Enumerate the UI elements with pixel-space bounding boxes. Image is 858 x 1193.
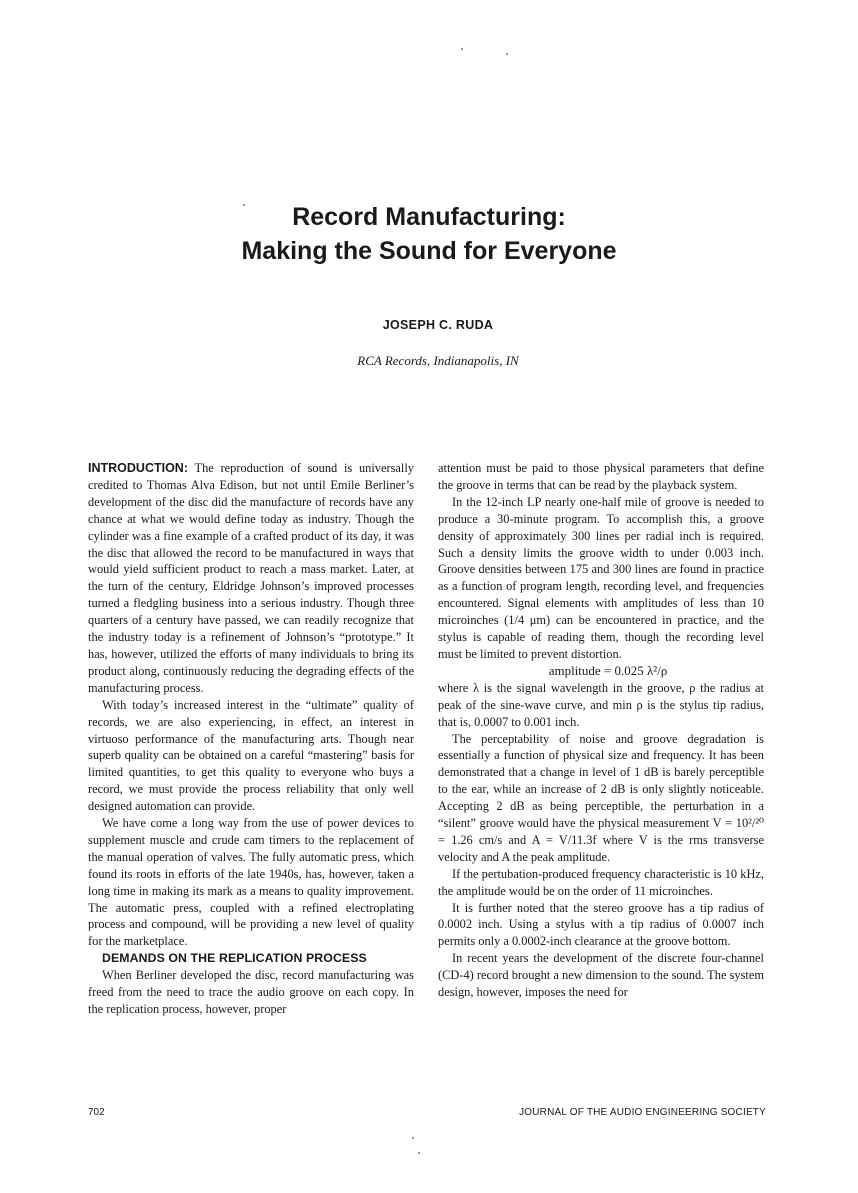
right-column: [438, 460, 764, 1001]
author-name: JOSEPH C. RUDA: [382, 318, 494, 332]
author-affiliation: RCA Records, Indianapolis, IN: [357, 353, 519, 368]
scan-speck: [461, 48, 463, 50]
body-paragraph: If the pertubation-produced frequency characteristic is 10 kHz, the amplitude would be on the order of 11 microinches.: [438, 866, 764, 898]
body-paragraph: It is further noted that the stereo groove has a tip radius of 0.0002 inch. Using a stylus with a tip radius of 0.0007 inch permits only a 0.0002-inch clearance at the groove bottom.: [438, 900, 764, 949]
title-line-2: Making the Sound for Everyone: [241, 237, 617, 265]
body-paragraph: attention must be paid to those physical parameters that define the groove in terms that can be read by the playback system.: [438, 461, 764, 492]
body-paragraph: The perceptability of noise and groove degradation is essentially a function of physical size and frequency. It has been demonstrated that a change in level of 1 dB is barely perceptible to the ear, while an increase of 2 dB is only slightly noticeable. Accepting 2 dB as being perceptible, the perturbation in a “silent” groove would have the physical measurement V = 10²/²⁰ = 1.26 cm/s and A = V/11.3f where V is the rms transverse velocity and A the peak amplitude.: [438, 731, 764, 864]
intro-paragraph: [88, 460, 414, 697]
body-paragraph: When Berliner developed the disc, record manufacturing was freed from the need to trace the audio groove on each copy. In the replication process, however, proper: [88, 968, 414, 1016]
journal-name: JOURNAL OF THE AUDIO ENGINEERING SOCIETY: [519, 1107, 766, 1118]
scan-speck: [506, 53, 508, 55]
article-title: [0, 200, 858, 268]
body-paragraph: In recent years the development of the discrete four-channel (CD-4) record brought a new dimension to the sound. The system design, however, imposes the need for: [438, 951, 764, 1000]
scan-speck: [412, 1137, 414, 1139]
body-paragraph: where λ is the signal wavelength in the groove, ρ the radius at peak of the sine-wave curve, and min ρ is the stylus tip radius, that is, 0.0007 to 0.001 inch.: [438, 680, 764, 729]
intro-text: The reproduction of sound is universally credited to Thomas Alva Edison, but not until Emile Berliner’s development of the disc did the manufacture of records have any chance at what we would define today as industry. Though the cylinder was a fine example of a crafted product of its day, it was the disc that allowed the record to be manufactured in ways that would yield sufficient product to reach a mass market. Later, at the turn of the century, Eldridge Johnson’s improved processes turned a fledgling business into a serious industry. Though three quarters of a century have passed, we can readily recognize that the industry today is a refinement of Johnson’s “prototype.” It has, however, utilized the efforts of many individuals to bring its product along, continuously reducing the degrading effects of the manufacturing process.: [88, 461, 414, 695]
title-line-1: Record Manufacturing:: [292, 203, 566, 231]
intro-label: INTRODUCTION:: [88, 461, 188, 475]
body-paragraph: We have come a long way from the use of power devices to supplement muscle and crude cam timers to the replacement of the manual operation of valves. The fully automatic press, which found its roots in efforts of the late 1940s, has, however, taken a long time in making its mark as a means to quality improvement. The automatic press, coupled with a refined electroplating process and compound, will be providing a new level of quality for the marketplace.: [88, 816, 414, 949]
body-paragraph: With today’s increased interest in the “ultimate” quality of records, we are also experiencing, in effect, an interest in virtuoso performance of the manufacturing arts. Though near superb quality can be obtained on a careful “mastering” basis for limited quantities, to get this quality to everyone who buys a record, we must provide the process reliability that only well designed automation can provide.: [88, 697, 414, 814]
left-column: [88, 460, 414, 1018]
body-paragraph: In the 12-inch LP nearly one-half mile of groove is needed to produce a 30-minute program. To accomplish this, a groove density of approximately 300 lines per radial inch is required. Such a density limits the groove width to under 0.003 inch. Groove densities between 175 and 300 lines are found in practice as a function of program length, recording level, and frequencies encountered. Signal elements with amplitudes of less than 10 microinches (1/4 μm) can be encountered in practice, and the stylus is capable of reading them, though the recording level must be limited to prevent distortion.: [438, 494, 764, 661]
amplitude-equation: amplitude = 0.025 λ²/ρ: [548, 662, 668, 678]
section-heading: DEMANDS ON THE REPLICATION PROCESS: [102, 951, 367, 966]
scan-speck: [418, 1152, 420, 1154]
page-number: 702: [88, 1107, 105, 1118]
